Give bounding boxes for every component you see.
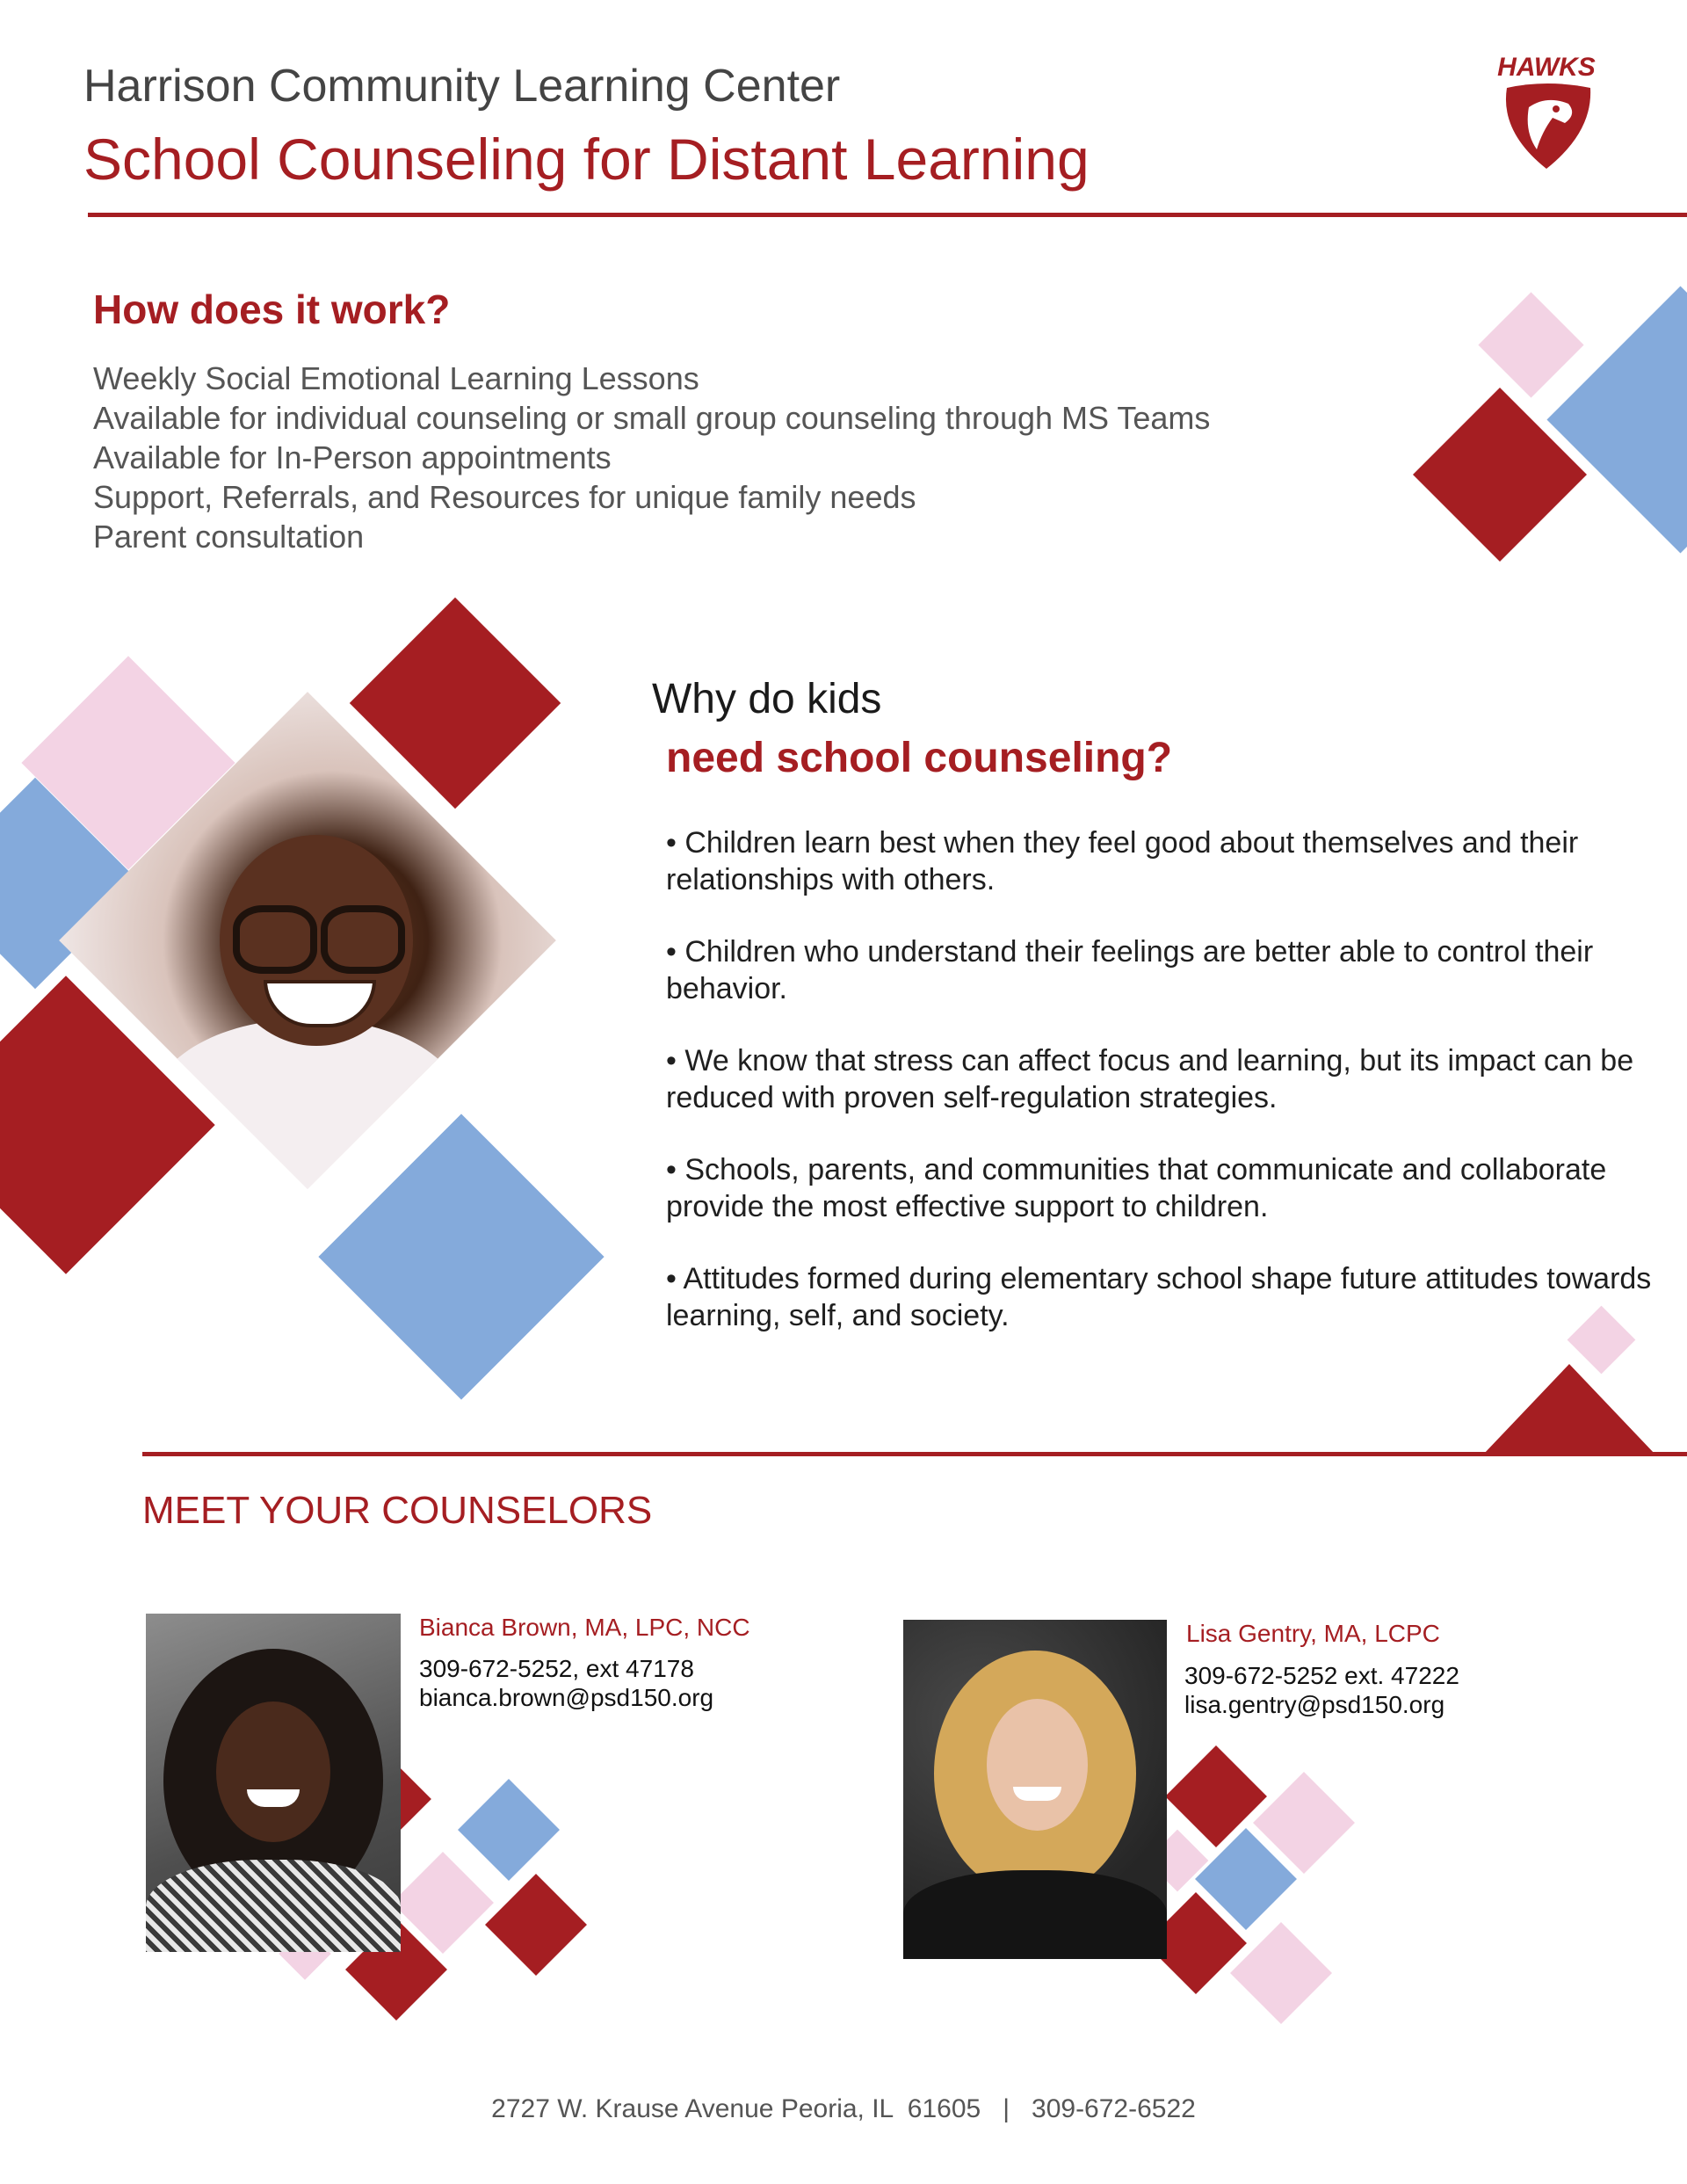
- counselor-phone: 309-672-5252, ext 47178: [419, 1655, 694, 1682]
- decor-diamond-blue: [318, 1114, 604, 1399]
- decor-diamond-pink: [1478, 292, 1583, 397]
- counselor-photo-lisa: [903, 1620, 1167, 1959]
- how-it-works-list: [93, 359, 1210, 556]
- list-item: Available for In-Person appointments: [93, 439, 612, 475]
- hawks-logo: [1481, 53, 1612, 176]
- page-title: School Counseling for Distant Learning: [83, 127, 1090, 192]
- why-heading-line1: Why do kids: [652, 676, 882, 722]
- logo-text: HAWKS: [1497, 53, 1596, 82]
- list-item: Available for individual counseling or small group counseling through MS Teams: [93, 400, 1211, 436]
- list-item: Parent consultation: [93, 519, 365, 555]
- counselor-email[interactable]: lisa.gentry@psd150.org: [1184, 1691, 1445, 1718]
- section-divider: [142, 1452, 1687, 1456]
- decor-diamond-red: [485, 1874, 587, 1976]
- decor-diamond-blue: [1546, 286, 1687, 553]
- list-item: Weekly Social Emotional Learning Lessons: [93, 360, 699, 396]
- decor-diamond-blue: [458, 1779, 560, 1881]
- footer-address: 2727 W. Krause Avenue Peoria, IL 61605 | 309-672-6522: [491, 2094, 1196, 2123]
- list-item: Support, Referrals, and Resources for unique family needs: [93, 479, 916, 515]
- list-item: • Children who understand their feelings are better able to control their behavior.: [666, 935, 1594, 1005]
- why-list: [666, 824, 1668, 1369]
- list-item: • Schools, parents, and communities that communicate and collaborate provide the most effective support to children.: [666, 1153, 1607, 1223]
- decor-triangle-red: [1483, 1364, 1655, 1455]
- list-item: • We know that stress can affect focus and learning, but its impact can be reduced with proven self-regulation strategies.: [666, 1044, 1634, 1114]
- why-heading-line2: need school counseling?: [666, 735, 1173, 781]
- counselor-phone: 309-672-5252 ext. 47222: [1184, 1662, 1459, 1689]
- counselors-heading: MEET YOUR COUNSELORS: [142, 1489, 653, 1532]
- counselor-name: Lisa Gentry, MA, LCPC: [1186, 1620, 1440, 1647]
- header-divider: [88, 213, 1687, 217]
- decor-diamond-pink: [1230, 1922, 1332, 2024]
- counselor-email[interactable]: bianca.brown@psd150.org: [419, 1684, 714, 1711]
- organization-name: Harrison Community Learning Center: [83, 61, 841, 112]
- how-it-works-heading: How does it work?: [93, 287, 451, 332]
- list-item: • Children learn best when they feel good about themselves and their relationships with others.: [666, 826, 1579, 896]
- counselor-name: Bianca Brown, MA, LPC, NCC: [419, 1614, 750, 1641]
- counselor-photo-bianca: [146, 1614, 401, 1952]
- list-item: • Attitudes formed during elementary school shape future attitudes towards learning, self, and society.: [666, 1262, 1652, 1332]
